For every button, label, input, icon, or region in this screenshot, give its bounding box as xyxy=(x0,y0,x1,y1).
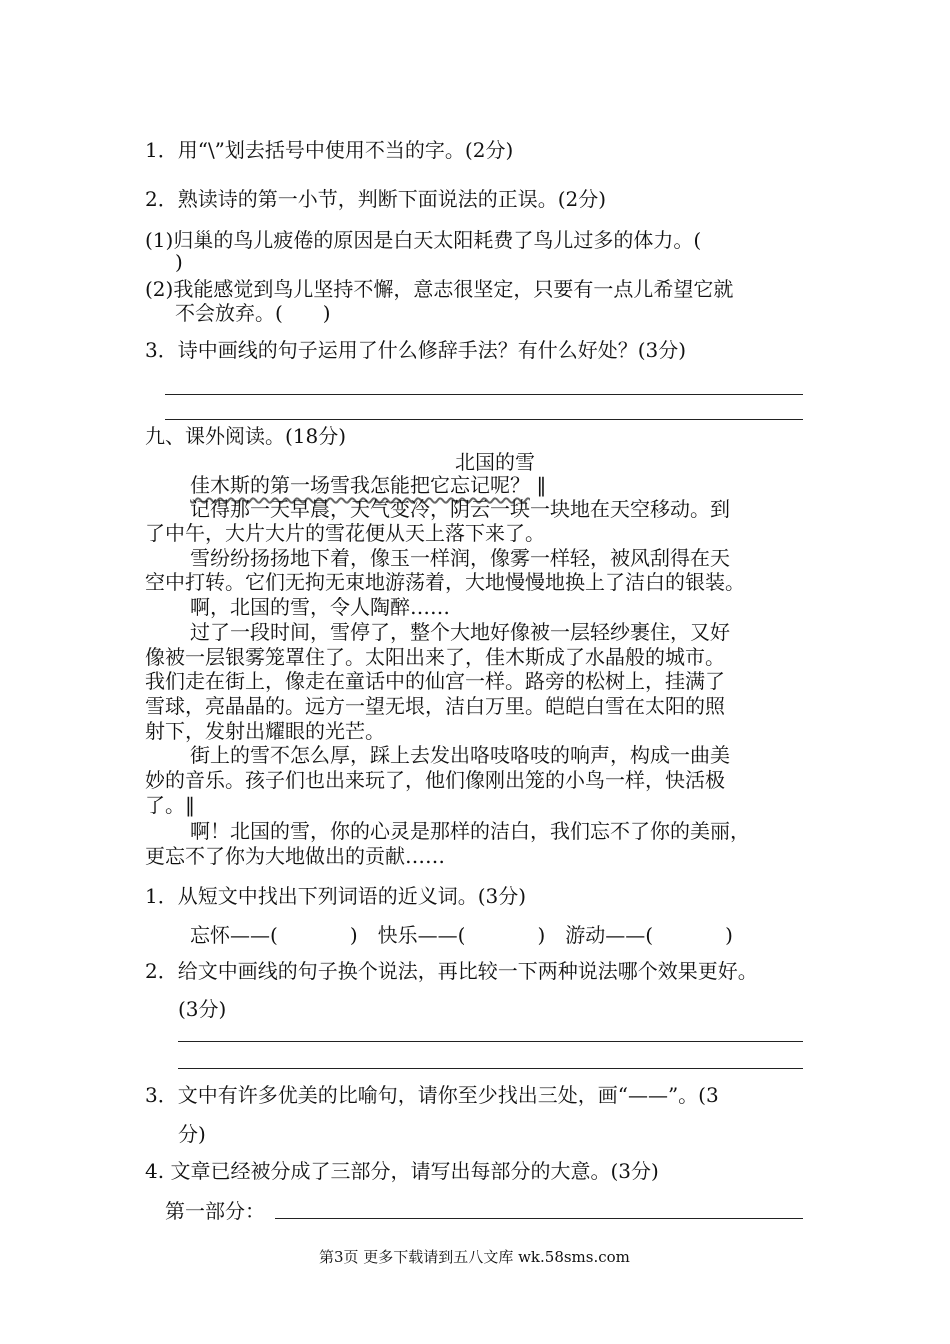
page-footer: 第3页 更多下载请到五八文库 wk.58sms.com xyxy=(319,1248,630,1266)
question-3: 3．诗中画线的句子运用了什么修辞手法？有什么好处？(3分) xyxy=(145,338,687,362)
passage-line: 射下，发射出耀眼的光芒。 xyxy=(145,719,385,743)
passage-line: 啊，北国的雪，令人陶醉…… xyxy=(190,595,450,619)
reading-question-3: 3．文中有许多优美的比喻句，请你至少找出三处，画“——”。(3 xyxy=(145,1083,719,1107)
passage-line: 过了一段时间，雪停了，整个大地好像被一层轻纱裹住，又好 xyxy=(190,620,730,644)
wavy-underlined-sentence: 佳木斯的第一场雪我怎能把它忘记呢？ xyxy=(190,473,530,497)
answer-line[interactable] xyxy=(165,394,803,395)
question-2: 2．熟读诗的第一小节，判断下面说法的正误。(2分) xyxy=(145,187,607,211)
passage-line: 像被一层银雾笼罩住了。太阳出来了，佳木斯成了水晶般的城市。 xyxy=(145,645,725,669)
passage-line: 雪球，亮晶晶的。远方一望无垠，洁白万里。皑皑白雪在太阳的照 xyxy=(145,694,725,718)
answer-line[interactable] xyxy=(178,1068,803,1069)
passage-line: 我们走在街上，像走在童话中的仙宫一样。路旁的松树上，挂满了 xyxy=(145,669,725,693)
reading-question-3-cont: 分) xyxy=(178,1122,206,1146)
answer-line[interactable] xyxy=(165,419,803,420)
synonym-prompt: 忘怀——( xyxy=(190,923,278,947)
section-heading: 九、课外阅读。(18分) xyxy=(145,424,347,448)
reading-question-1: 1．从短文中找出下列词语的近义词。(3分) xyxy=(145,884,527,908)
section-divider-mark: ‖ xyxy=(536,473,547,497)
passage-line: 妙的音乐。孩子们也出来玩了，他们像刚出笼的小鸟一样，快活极 xyxy=(145,768,725,792)
statement-1: (1)归巢的鸟儿疲倦的原因是白天太阳耗费了鸟儿过多的体力。( xyxy=(145,228,702,252)
synonym-prompt: 游动——( xyxy=(565,923,654,947)
passage-line: 啊！北国的雪，你的心灵是那样的洁白，我们忘不了你的美丽， xyxy=(190,819,750,843)
reading-question-4: 4. 文章已经被分成了三部分，请写出每部分的大意。(3分) xyxy=(145,1159,659,1183)
passage-line: 更忘不了你为大地做出的贡献…… xyxy=(145,844,445,868)
passage-line: 空中打转。它们无拘无束地游荡着，大地慢慢地换上了洁白的银装。 xyxy=(145,570,745,594)
passage-paragraph-1 xyxy=(190,472,546,498)
passage-line: 了中午，大片大片的雪花便从天上落下来了。 xyxy=(145,521,545,545)
answer-line[interactable] xyxy=(178,1041,803,1042)
passage-line: 街上的雪不怎么厚，踩上去发出咯吱咯吱的响声，构成一曲美 xyxy=(190,743,730,767)
synonym-pairs: 忘怀——( ) 快乐——( ) 游动——( ) xyxy=(190,923,733,947)
statement-1-paren: ) xyxy=(175,250,183,274)
reading-question-2-score: (3分) xyxy=(178,997,227,1021)
statement-2-cont: 不会放弃。( ) xyxy=(175,301,331,325)
synonym-prompt: 快乐——( xyxy=(377,923,466,947)
passage-line: 雪纷纷扬扬地下着，像玉一样润，像雾一样轻，被风刮得在天 xyxy=(190,546,730,570)
statement-2: (2)我能感觉到鸟儿坚持不懈，意志很坚定，只要有一点儿希望它就 xyxy=(145,277,734,301)
part-1-label: 第一部分： xyxy=(165,1199,265,1223)
part-1-answer-line[interactable] xyxy=(275,1218,803,1219)
passage-title: 北国的雪 xyxy=(455,450,535,474)
passage-line: 了。‖ xyxy=(145,793,195,817)
question-1: 1．用“\”划去括号中使用不当的字。(2分) xyxy=(145,138,514,162)
passage-line: 记得那一天早晨，天气变冷，阴云一块一块地在天空移动。到 xyxy=(190,497,730,521)
reading-question-2: 2．给文中画线的句子换个说法，再比较一下两种说法哪个效果更好。 xyxy=(145,959,758,983)
